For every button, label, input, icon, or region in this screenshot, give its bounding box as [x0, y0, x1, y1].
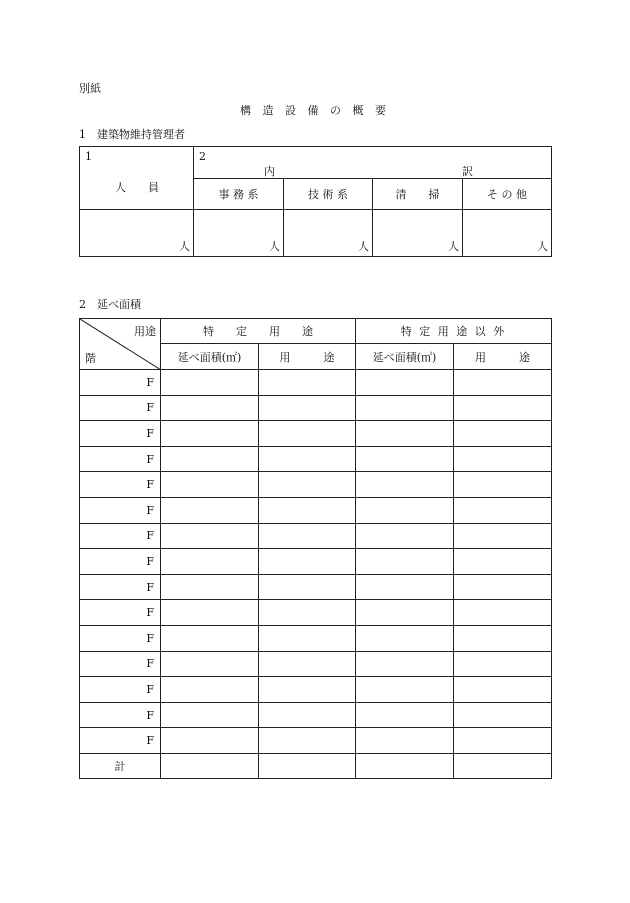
- corner-cell: [80, 319, 161, 370]
- specific-usage-cell[interactable]: [259, 472, 356, 498]
- unit-label: 人: [269, 240, 280, 253]
- other-area-cell[interactable]: [356, 625, 454, 651]
- other-area-cell[interactable]: [356, 549, 454, 575]
- floor-row: [80, 549, 552, 575]
- floor-area-table: [79, 318, 552, 779]
- specific-usage-cell[interactable]: [259, 446, 356, 472]
- specific-usage-cell[interactable]: [259, 728, 356, 754]
- specific-area-cell[interactable]: [161, 574, 259, 600]
- other-usage-cell[interactable]: [454, 472, 552, 498]
- floor-row: [80, 625, 552, 651]
- specific-usage-cell[interactable]: [259, 651, 356, 677]
- specific-usage-cell[interactable]: [259, 702, 356, 728]
- specific-area-cell[interactable]: [161, 549, 259, 575]
- other-usage-cell[interactable]: [454, 549, 552, 575]
- other-usage-cell[interactable]: [454, 370, 552, 396]
- floor-row: [80, 370, 552, 396]
- other-usage-cell[interactable]: [454, 395, 552, 421]
- other-area-cell[interactable]: [356, 472, 454, 498]
- section2-heading: 2 延べ面積: [79, 298, 141, 311]
- floor-row: [80, 677, 552, 703]
- specific-usage-cell[interactable]: [259, 549, 356, 575]
- floor-label-cell[interactable]: F: [80, 523, 161, 549]
- corner-usage-label: 用途: [134, 325, 156, 338]
- other-area-cell[interactable]: [356, 446, 454, 472]
- other-area-header: 延べ面積(㎡): [356, 344, 454, 370]
- floor-label-cell[interactable]: F: [80, 549, 161, 575]
- specific-area-cell[interactable]: [161, 677, 259, 703]
- other-area-cell[interactable]: [356, 574, 454, 600]
- personnel-table: [79, 146, 552, 257]
- specific-area-cell[interactable]: [161, 472, 259, 498]
- floor-label-cell[interactable]: F: [80, 446, 161, 472]
- floor-row: [80, 702, 552, 728]
- specific-usage-cell[interactable]: [259, 600, 356, 626]
- total-other-area[interactable]: [356, 753, 454, 778]
- floor-row: [80, 446, 552, 472]
- floor-label-cell[interactable]: F: [80, 472, 161, 498]
- specific-usage-cell[interactable]: [259, 574, 356, 600]
- specific-area-cell[interactable]: [161, 651, 259, 677]
- total-specific-area[interactable]: [161, 753, 259, 778]
- other-area-cell[interactable]: [356, 370, 454, 396]
- floor-row: [80, 472, 552, 498]
- specific-area-cell[interactable]: [161, 600, 259, 626]
- floor-row: [80, 728, 552, 754]
- floor-label-cell[interactable]: F: [80, 651, 161, 677]
- other-usage-cell[interactable]: [454, 497, 552, 523]
- other-area-cell[interactable]: [356, 728, 454, 754]
- floor-label-cell[interactable]: F: [80, 574, 161, 600]
- other-usage-cell[interactable]: [454, 600, 552, 626]
- section1-heading: 1 建築物維持管理者: [79, 128, 185, 141]
- specific-area-cell[interactable]: [161, 497, 259, 523]
- specific-usage-cell[interactable]: [259, 625, 356, 651]
- floor-label-cell[interactable]: F: [80, 625, 161, 651]
- other-usage-cell[interactable]: [454, 421, 552, 447]
- other-usage-cell[interactable]: [454, 702, 552, 728]
- unit-label: 人: [448, 240, 459, 253]
- specific-usage-cell[interactable]: [259, 421, 356, 447]
- other-usage-cell[interactable]: [454, 523, 552, 549]
- specific-area-cell[interactable]: [161, 728, 259, 754]
- personnel-total-cell[interactable]: [80, 210, 194, 257]
- cleaning-count-cell[interactable]: [373, 210, 463, 257]
- floor-row: [80, 651, 552, 677]
- other-area-cell[interactable]: [356, 421, 454, 447]
- personnel-label: 人 員: [115, 181, 159, 194]
- subheader-other: そ の 他: [463, 179, 552, 210]
- floor-row: [80, 421, 552, 447]
- unit-label: 人: [179, 240, 190, 253]
- col2-number: 2: [199, 150, 206, 163]
- specific-use-header: 特 定 用 途: [161, 319, 356, 344]
- floor-row: [80, 600, 552, 626]
- floor-label-cell[interactable]: F: [80, 395, 161, 421]
- floor-row: [80, 574, 552, 600]
- floor-label-cell[interactable]: F: [80, 421, 161, 447]
- other-usage-cell[interactable]: [454, 446, 552, 472]
- other-usage-cell[interactable]: [454, 651, 552, 677]
- specific-area-cell[interactable]: [161, 395, 259, 421]
- specific-area-cell[interactable]: [161, 421, 259, 447]
- subheader-office: 事 務 系: [194, 179, 284, 210]
- breakdown-right: 訳: [462, 165, 473, 178]
- unit-label: 人: [537, 240, 548, 253]
- other-usage-cell[interactable]: [454, 728, 552, 754]
- floor-label-cell[interactable]: F: [80, 728, 161, 754]
- other-usage-cell[interactable]: [454, 677, 552, 703]
- other-count-cell[interactable]: [463, 210, 552, 257]
- technical-count-cell[interactable]: [284, 210, 373, 257]
- breakdown-left: 内: [264, 165, 275, 178]
- floor-label-cell[interactable]: F: [80, 702, 161, 728]
- floor-label-cell[interactable]: F: [80, 497, 161, 523]
- floor-label-cell[interactable]: F: [80, 600, 161, 626]
- specific-area-cell[interactable]: [161, 702, 259, 728]
- floor-row: [80, 497, 552, 523]
- office-count-cell[interactable]: [194, 210, 284, 257]
- specific-usage-cell[interactable]: [259, 523, 356, 549]
- floor-row: [80, 395, 552, 421]
- other-use-header: 特 定 用 途 以 外: [356, 319, 552, 344]
- other-usage-cell[interactable]: [454, 625, 552, 651]
- total-label-cell: 計: [80, 753, 161, 778]
- other-area-cell[interactable]: [356, 497, 454, 523]
- subheader-cleaning: 清 掃: [373, 179, 463, 210]
- unit-label: 人: [358, 240, 369, 253]
- other-area-cell[interactable]: [356, 702, 454, 728]
- other-usage-cell[interactable]: [454, 574, 552, 600]
- floor-label-cell[interactable]: F: [80, 677, 161, 703]
- attachment-label: 別紙: [79, 82, 101, 95]
- specific-area-cell[interactable]: [161, 446, 259, 472]
- document-title: 構 造 設 備 の 概 要: [240, 104, 390, 117]
- corner-floor-label: 階: [85, 352, 96, 365]
- specific-area-cell[interactable]: [161, 625, 259, 651]
- col1-number: 1: [85, 150, 92, 163]
- specific-usage-cell[interactable]: [259, 370, 356, 396]
- other-area-cell[interactable]: [356, 395, 454, 421]
- specific-usage-cell[interactable]: [259, 497, 356, 523]
- other-area-cell[interactable]: [356, 523, 454, 549]
- specific-usage-header: 用 途: [259, 344, 356, 370]
- specific-area-cell[interactable]: [161, 523, 259, 549]
- other-area-cell[interactable]: [356, 677, 454, 703]
- specific-usage-cell[interactable]: [259, 395, 356, 421]
- total-other-usage[interactable]: [454, 753, 552, 778]
- specific-usage-cell[interactable]: [259, 677, 356, 703]
- specific-area-header: 延べ面積(㎡): [161, 344, 259, 370]
- floor-label-cell[interactable]: F: [80, 370, 161, 396]
- other-area-cell[interactable]: [356, 600, 454, 626]
- other-usage-header: 用 途: [454, 344, 552, 370]
- personnel-header-cell: [80, 147, 194, 210]
- other-area-cell[interactable]: [356, 651, 454, 677]
- specific-area-cell[interactable]: [161, 370, 259, 396]
- floor-row: [80, 523, 552, 549]
- breakdown-header-cell: [194, 147, 552, 179]
- total-specific-usage[interactable]: [259, 753, 356, 778]
- subheader-technical: 技 術 系: [284, 179, 373, 210]
